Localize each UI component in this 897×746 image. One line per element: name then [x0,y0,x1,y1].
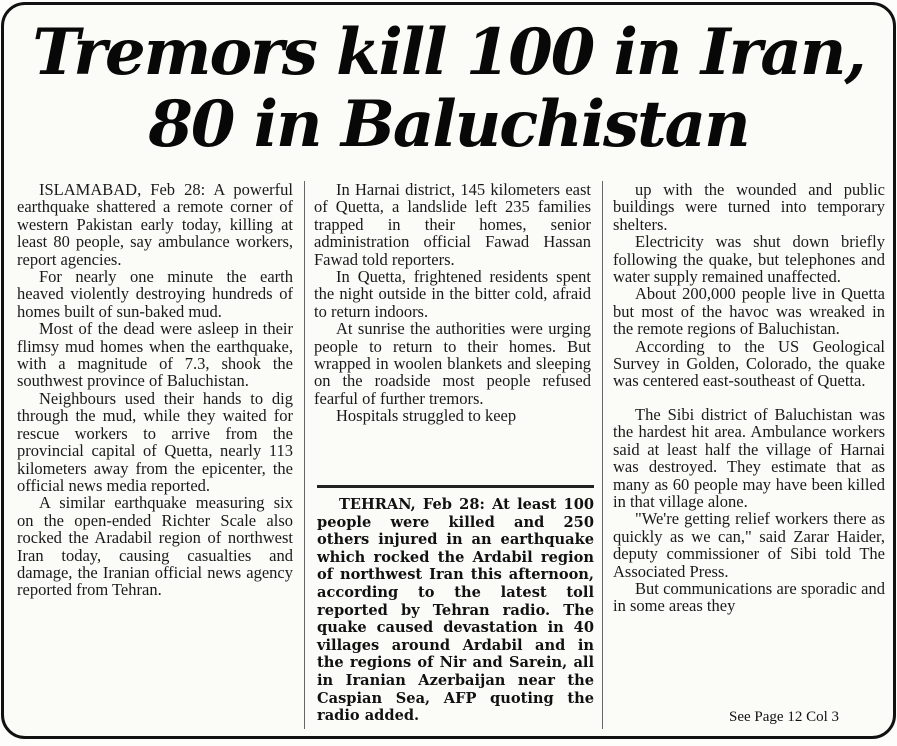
headline [4,17,893,161]
paragraph: For nearly one minute the earth heaved violently destroying hundreds of homes built of sun-baked mud. [17,267,293,321]
paragraph: The Sibi district of Baluchistan was the hardest hit area. Ambulance workers said at least half the village of Harnai was destroyed. They estimate that as many as 60 people may have been killed in that village alone. [613,404,885,511]
continuation-note: See Page 12 Col 3 [729,709,839,725]
paragraph: A similar earthquake measuring six on the open-ended Richter Scale also rocked the Aradabil region of northwest Iran today, causing casualties and damage, the Iranian official news agency reported from Tehran. [17,493,293,600]
headline-line-1: Tremors kill 100 in Iran, [32,15,865,90]
column-rule [304,181,305,729]
tehran-brief [317,485,594,739]
paragraph: up with the wounded and public buildings were turned into temporary shelters. [613,180,885,234]
paragraph: In Harnai district, 145 kilometers east of Quetta, a landslide left 235 families trapped in their homes, senior administration official Fawad Hassan Fawad told reporters. [314,181,591,269]
brief-text: TEHRAN, Feb 28: At least 100 people were killed and 250 others injured in an earthquake which rocked the Ardabil region of northwest Iran this afternoon, according to the latest toll reported by Tehran radio. The quake caused devastation in 40 villages around Ardabil and in the regions of Nir and Sarein, all in Iranian Azerbaijan near the Caspian Sea, AFP quoting the radio added. [317,496,594,725]
headline-line-2: 80 in Baluchistan [148,87,749,162]
column-rule [602,181,603,729]
paragraph: Neighbours used their hands to dig through the mud, while they waited for rescue workers to arrive from the provincial capital of Quetta, nearly 113 kilometers away from the epicenter, the official news media reported. [17,388,293,495]
column-3 [613,181,885,615]
paragraph: Most of the dead were asleep in their flimsy mud homes when the earthquake, with a magnitude of 7.3, shook the southwest province of Baluchistan. [17,319,293,391]
paragraph: According to the US Geological Survey in Golden, Colorado, the quake was centered east-southeast of Quetta. [613,336,885,391]
column-1 [17,181,293,599]
paragraph: But communications are sporadic and in some areas they [613,578,885,616]
paragraph: About 200,000 people live in Quetta but most of the havoc was wreaked in the remote regions of Baluchistan. [613,284,885,339]
news-clipping [1,2,896,739]
paragraph: Electricity was shut down briefly following the quake, but telephones and water supply remained unaffected. [613,232,885,287]
paragraph: In Quetta, frightened residents spent the night outside in the bitter cold, afraid to return indoors. [314,267,591,321]
column-2 [314,181,591,481]
paragraph: At sunrise the authorities were urging people to return to their homes. But wrapped in woolen blankets and sleeping on the roadside most people refused fearful of further tremors. [314,319,591,408]
paragraph: "We're getting relief workers there as quickly as we can," said Zarar Haider, deputy commissioner of Sibi told The Associated Press. [613,509,885,581]
paragraph: ISLAMABAD, Feb 28: A powerful earthquake shattered a remote corner of western Pakistan early today, killing at least 80 people, say ambulance workers, report agencies. [17,180,293,269]
paragraph: Hospitals struggled to keep [336,406,517,426]
